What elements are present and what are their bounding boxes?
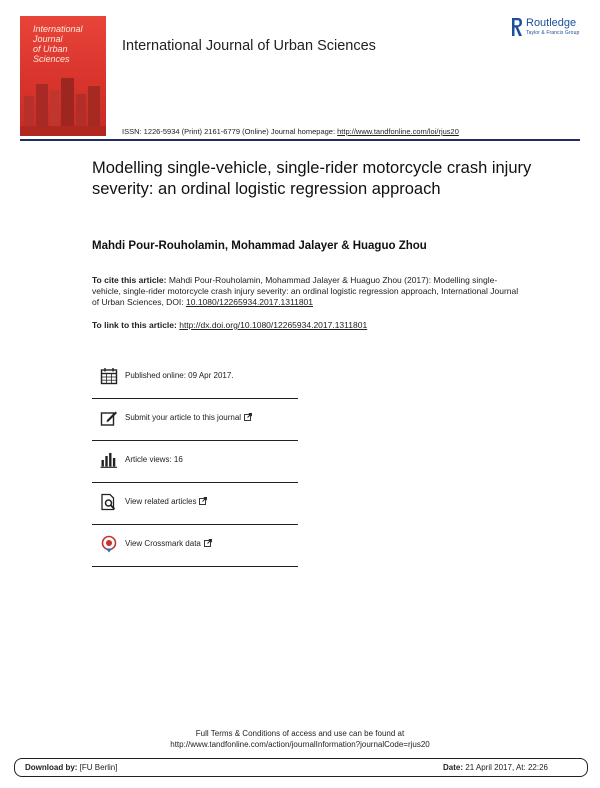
- submit-article-label[interactable]: Submit your article to this journal: [125, 413, 242, 422]
- crossmark-item[interactable]: [92, 525, 298, 567]
- external-link-icon: [199, 497, 207, 505]
- issn-line: [122, 127, 459, 136]
- issn-text: ISSN: 1226-5934 (Print) 2161-6779 (Online) Journal homepage:: [122, 127, 338, 136]
- journal-cover: [20, 16, 106, 136]
- header-divider: [20, 139, 580, 141]
- publisher-name: Routledge: [526, 17, 577, 29]
- cover-title-line: of Urban: [33, 44, 68, 54]
- doi-link[interactable]: 10.1080/12265934.2017.1311801: [186, 297, 314, 307]
- terms-footer: [0, 728, 600, 750]
- related-articles-text[interactable]: [125, 497, 207, 506]
- terms-text: Full Terms & Conditions of access and use can be found at: [195, 729, 405, 738]
- cover-title-line: International: [33, 24, 83, 34]
- cover-title-line: Journal: [33, 34, 63, 44]
- download-date-value: 21 April 2017, At: 22:26: [463, 763, 548, 772]
- crossmark-icon: [100, 535, 118, 553]
- article-title: Modelling single-vehicle, single-rider motorcycle crash injury severity: an ordinal logistic regression approach: [92, 159, 532, 198]
- submit-article-item[interactable]: [92, 399, 298, 441]
- download-date: [443, 763, 548, 772]
- related-articles-label[interactable]: View related articles: [125, 497, 197, 506]
- downloaded-by-label: Download by:: [25, 763, 78, 772]
- related-articles-item[interactable]: [92, 483, 298, 525]
- download-date-label: Date:: [443, 763, 464, 772]
- article-doi-url-link[interactable]: http://dx.doi.org/10.1080/12265934.2017.1311801: [179, 320, 368, 330]
- article-views-text: Article views: 16: [125, 455, 183, 464]
- external-link-icon: [204, 539, 212, 547]
- terms-url-link[interactable]: http://www.tandfonline.com/action/journalInformation?journalCode=rjus20: [170, 740, 430, 749]
- citation-label: To cite this article:: [92, 275, 167, 285]
- routledge-logo-icon: [510, 16, 524, 38]
- cover-title: [33, 24, 105, 64]
- article-link-line: [92, 320, 367, 330]
- publisher-logo: [510, 16, 590, 46]
- article-authors: Mahdi Pour-Rouholamin, Mohammad Jalayer & Huaguo Zhou: [92, 240, 427, 252]
- cover-footer-band: [20, 126, 106, 136]
- journal-homepage-link[interactable]: http://www.tandfonline.com/loi/rjus20: [337, 127, 459, 136]
- external-link-icon: [244, 413, 252, 421]
- download-info-bar: [14, 758, 588, 777]
- calendar-icon: [100, 367, 118, 385]
- journal-name[interactable]: International Journal of Urban Sciences: [122, 38, 376, 54]
- downloaded-by-value: [FU Berlin]: [77, 763, 118, 772]
- crossmark-label[interactable]: View Crossmark data: [125, 539, 201, 548]
- citation-text: Mahdi Pour-Rouholamin, Mohammad Jalayer & Huaguo Zhou (2017): Modelling single-vehicle, single-rider motorcycle crash injury severity: an ordinal logistic regression approach, International Journal of Urban Sciences, DOI:: [92, 275, 519, 307]
- publisher-subtitle: Taylor & Francis Group: [526, 30, 580, 36]
- related-articles-icon: [100, 493, 118, 511]
- citation-block: [92, 275, 522, 308]
- submit-article-text[interactable]: [125, 413, 252, 422]
- published-online-text: Published online: 09 Apr 2017.: [125, 371, 234, 380]
- link-label: To link to this article:: [92, 320, 180, 330]
- cover-title-line: Sciences: [33, 54, 70, 64]
- published-online-item: [92, 357, 298, 399]
- article-views-item: [92, 441, 298, 483]
- article-info-list: [92, 357, 298, 567]
- crossmark-text[interactable]: [125, 539, 212, 548]
- bar-chart-icon: [100, 451, 118, 469]
- edit-icon: [100, 409, 118, 427]
- downloaded-by: [25, 763, 117, 772]
